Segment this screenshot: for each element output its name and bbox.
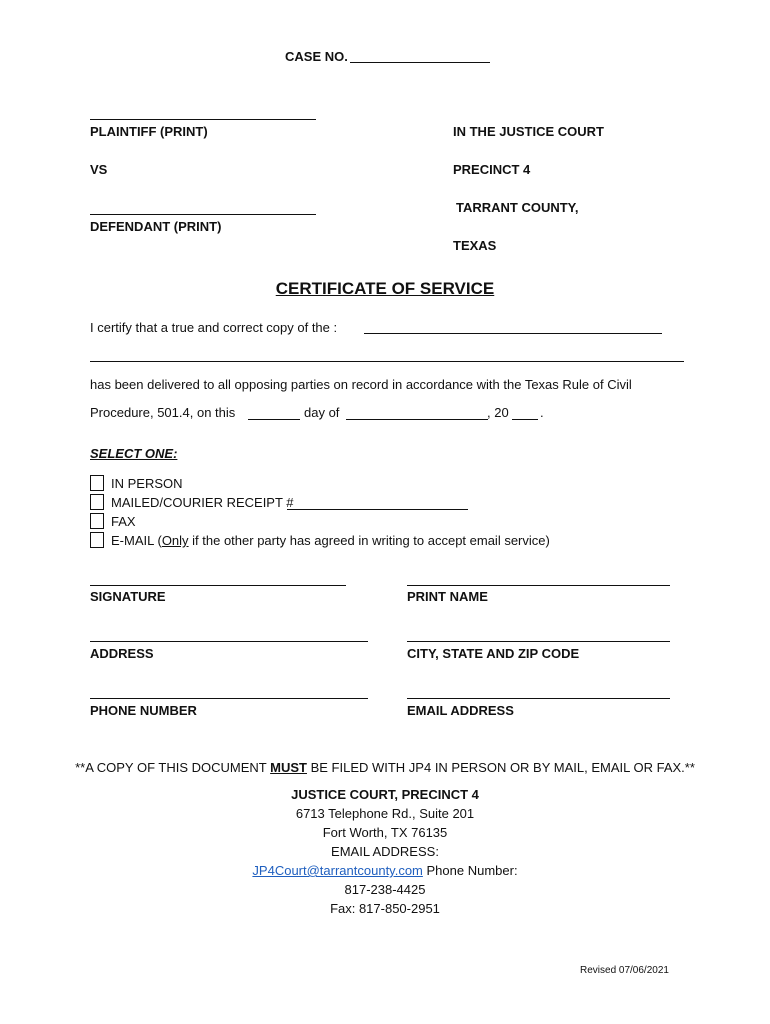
fax-label: FAX <box>111 514 136 529</box>
filing-notice <box>0 760 770 775</box>
phone-number-line[interactable] <box>90 698 368 699</box>
court-line-2: PRECINCT 4 <box>453 162 531 177</box>
court-line-3: TARRANT COUNTY, <box>456 200 579 215</box>
defendant-label: DEFENDANT (PRINT) <box>90 219 222 234</box>
court-line-4: TEXAS <box>453 238 497 253</box>
fax-checkbox[interactable] <box>90 513 104 529</box>
court-city: Fort Worth, TX 76135 <box>322 825 448 840</box>
email-address-line[interactable] <box>407 698 670 699</box>
vs-label: VS <box>90 162 108 177</box>
document-name-field-2[interactable] <box>90 361 684 362</box>
revised-date: Revised 07/06/2021 <box>580 965 669 976</box>
court-fax: Fax: 817-850-2951 <box>330 901 440 916</box>
email-option-label <box>111 533 550 548</box>
receipt-number-field[interactable] <box>287 509 468 510</box>
email-checkbox[interactable] <box>90 532 104 548</box>
case-no-field[interactable] <box>350 62 490 63</box>
day-field[interactable] <box>248 419 300 420</box>
notice-must: MUST <box>270 760 307 775</box>
print-name-line[interactable] <box>407 585 670 586</box>
certify-text: I certify that a true and correct copy of the : <box>90 320 338 335</box>
mailed-courier-label: MAILED/COURIER RECEIPT # <box>111 495 294 510</box>
court-email-phone-row <box>0 863 770 878</box>
court-email-label: EMAIL ADDRESS: <box>331 844 439 859</box>
in-person-label: IN PERSON <box>111 476 183 491</box>
select-one-heading: SELECT ONE: <box>90 446 178 461</box>
signature-line[interactable] <box>90 585 346 586</box>
year-field[interactable] <box>512 419 538 420</box>
day-of-text: day of <box>304 405 340 420</box>
court-name: JUSTICE COURT, PRECINCT 4 <box>291 787 479 802</box>
signature-label: SIGNATURE <box>90 589 166 604</box>
email-option-only: Only <box>161 533 189 548</box>
delivered-text: has been delivered to all opposing parties on record in accordance with the Texas Rule of Civil <box>90 377 632 392</box>
court-phone-label: Phone Number: <box>422 863 518 878</box>
print-name-label: PRINT NAME <box>407 589 488 604</box>
address-line[interactable] <box>90 641 368 642</box>
plaintiff-field[interactable] <box>90 119 316 120</box>
defendant-field[interactable] <box>90 214 316 215</box>
notice-suffix: BE FILED WITH JP4 IN PERSON OR BY MAIL, EMAIL OR FAX.** <box>306 760 695 775</box>
court-phone: 817-238-4425 <box>344 882 426 897</box>
phone-number-label: PHONE NUMBER <box>90 703 197 718</box>
plaintiff-label: PLAINTIFF (PRINT) <box>90 124 208 139</box>
court-email-link[interactable]: JP4Court@tarrantcounty.com <box>252 863 423 878</box>
in-person-checkbox[interactable] <box>90 475 104 491</box>
document-name-field[interactable] <box>364 333 662 334</box>
court-street: 6713 Telephone Rd., Suite 201 <box>295 806 475 821</box>
notice-prefix: **A COPY OF THIS DOCUMENT <box>75 760 271 775</box>
address-label: ADDRESS <box>90 646 154 661</box>
procedure-text: Procedure, 501.4, on this <box>90 405 236 420</box>
city-state-zip-line[interactable] <box>407 641 670 642</box>
month-field[interactable] <box>346 419 488 420</box>
court-line-1: IN THE JUSTICE COURT <box>453 124 604 139</box>
case-no-label: CASE NO. <box>285 49 348 64</box>
city-state-zip-label: CITY, STATE AND ZIP CODE <box>407 646 580 661</box>
email-address-label: EMAIL ADDRESS <box>407 703 514 718</box>
email-option-rest: if the other party has agreed in writing to accept email service) <box>188 533 550 548</box>
year-prefix: , 20 <box>487 405 509 420</box>
mailed-courier-checkbox[interactable] <box>90 494 104 510</box>
page-title: CERTIFICATE OF SERVICE <box>275 279 495 298</box>
email-option-prefix: E-MAIL ( <box>111 533 162 548</box>
year-suffix: . <box>540 405 544 420</box>
